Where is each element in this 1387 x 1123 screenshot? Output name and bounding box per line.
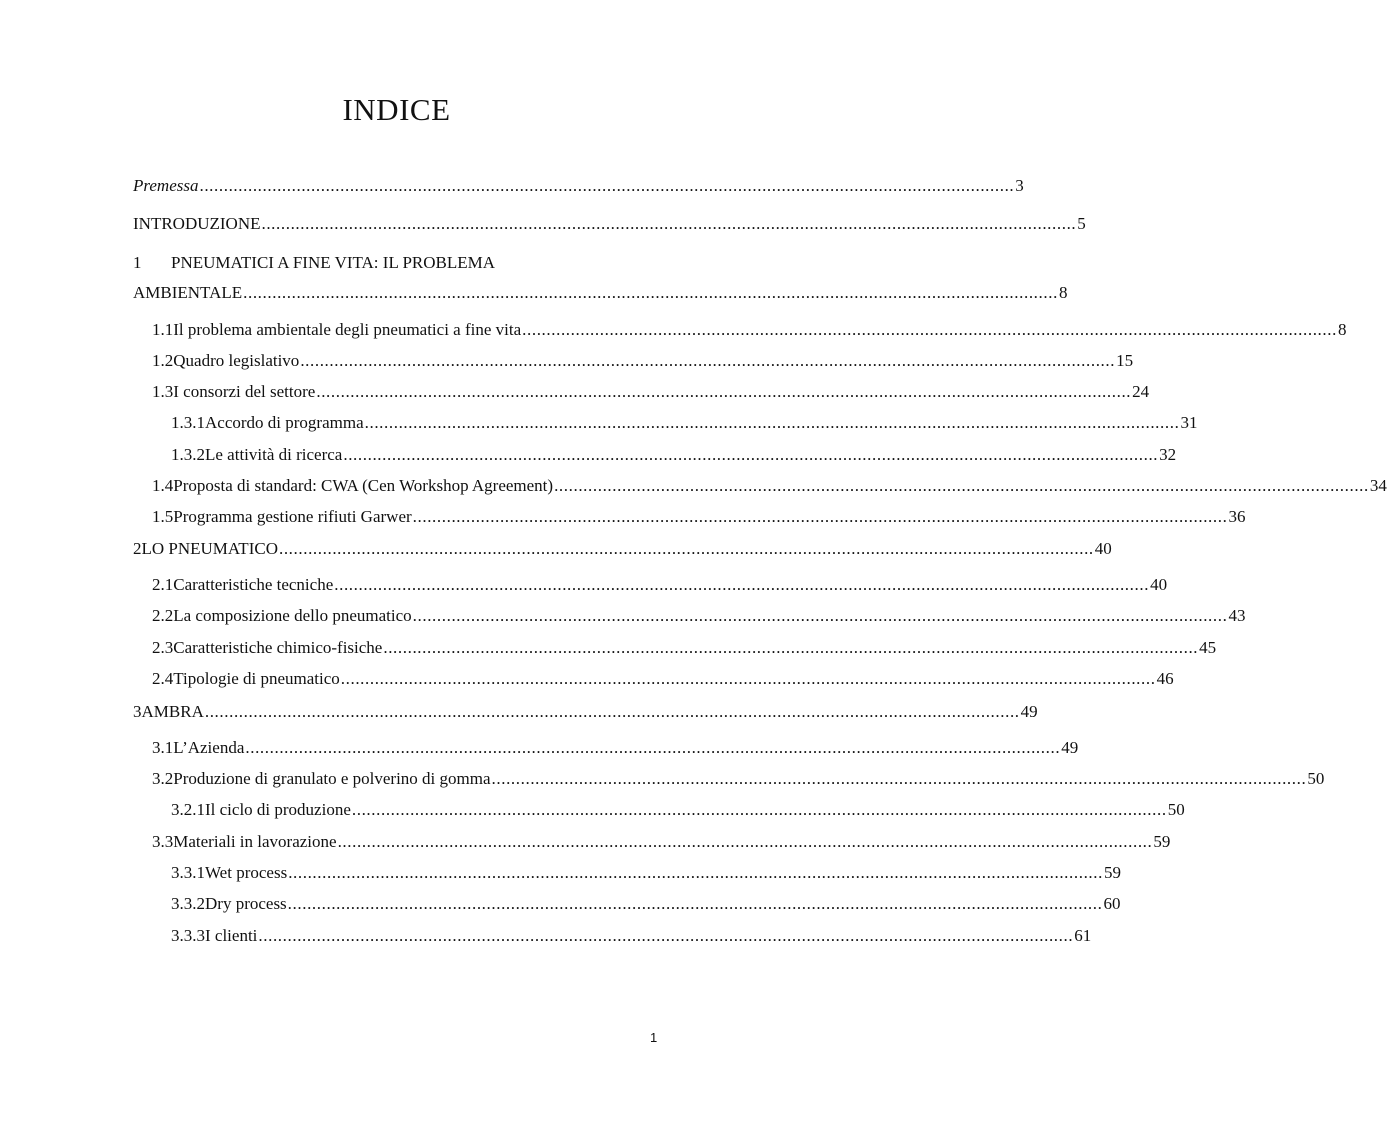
- toc-label: Proposta di standard: CWA (Cen Workshop Agreement): [173, 476, 554, 495]
- toc-page-number: 49: [1020, 702, 1038, 721]
- toc-entry-1-3-2[interactable]: [171, 445, 1177, 465]
- toc-entry-1-1[interactable]: [152, 320, 1347, 340]
- dot-leader: ........................................................................................................................................................................: [287, 894, 1103, 913]
- toc-number: 1.1: [152, 320, 174, 339]
- toc-number: 1.5: [152, 507, 174, 526]
- page-title: INDICE: [342, 92, 451, 127]
- toc-page-number: 50: [1167, 800, 1185, 819]
- toc-page-number: 8: [1337, 320, 1347, 339]
- toc-label: Wet process: [205, 863, 288, 882]
- toc-number: 3.2: [152, 769, 174, 788]
- toc-entry-chapter-1[interactable]: [133, 253, 1068, 303]
- dot-leader: ........................................................................................................................................................................: [243, 283, 1058, 302]
- toc-entry-2-4[interactable]: [152, 669, 1174, 689]
- toc-number: 2.4: [152, 669, 174, 688]
- toc-page-number: 60: [1103, 894, 1121, 913]
- toc-entry-chapter-3[interactable]: [133, 702, 1038, 722]
- toc-entry-1-2[interactable]: [152, 351, 1134, 371]
- toc-entry-1-5[interactable]: [152, 507, 1246, 527]
- dot-leader: ........................................................................................................................................................................: [261, 214, 1077, 233]
- toc-label: INTRODUZIONE: [133, 214, 261, 233]
- toc-number: 3.3.3: [171, 926, 205, 945]
- dot-leader: ........................................................................................................................................................................: [364, 413, 1180, 432]
- toc-entry-chapter-2[interactable]: [133, 539, 1112, 559]
- toc-entry-2-1[interactable]: [152, 575, 1168, 595]
- toc-label: L’Azienda: [173, 738, 245, 757]
- toc-entry-3-3-3[interactable]: [171, 926, 1092, 946]
- toc-page-number: 46: [1156, 669, 1174, 688]
- toc-page-number: 32: [1159, 445, 1177, 464]
- toc-entry-2-3[interactable]: [152, 638, 1217, 658]
- dot-leader: ........................................................................................................................................................................: [300, 351, 1116, 370]
- toc-entry-1-4[interactable]: [152, 476, 1387, 496]
- toc-number: 3.3.2: [171, 894, 205, 913]
- dot-leader: ........................................................................................................................................................................: [412, 606, 1228, 625]
- toc-label: Caratteristiche chimico-fisiche: [173, 638, 383, 657]
- dot-leader: ........................................................................................................................................................................: [383, 638, 1199, 657]
- toc-label: Programma gestione rifiuti Garwer: [173, 507, 412, 526]
- toc-entry-3-3-1[interactable]: [171, 863, 1121, 883]
- toc-page-number: 43: [1228, 606, 1246, 625]
- toc-label: Il problema ambientale degli pneumatici a fine vita: [173, 320, 522, 339]
- toc-number: 3.3: [152, 832, 174, 851]
- dot-leader: ........................................................................................................................................................................: [288, 863, 1103, 882]
- toc-entry-1-3-1[interactable]: [171, 413, 1198, 433]
- toc-page-number: 59: [1104, 863, 1121, 882]
- toc-label: Premessa: [133, 176, 199, 195]
- dot-leader: ........................................................................................................................................................................: [343, 445, 1159, 464]
- toc-page-number: 49: [1061, 738, 1079, 757]
- toc-page-number: 45: [1199, 638, 1217, 657]
- toc-page-number: 59: [1153, 832, 1171, 851]
- toc-number: 1.3: [152, 382, 174, 401]
- toc-label: Tipologie di pneumatico: [173, 669, 340, 688]
- toc-label: Il ciclo di produzione: [205, 800, 351, 819]
- toc-page-number: 3: [1015, 176, 1024, 195]
- toc-label: Dry process: [205, 894, 287, 913]
- toc-entry-3-3[interactable]: [152, 832, 1171, 852]
- toc-label: I clienti: [205, 926, 258, 945]
- toc-number: 2.2: [152, 606, 174, 625]
- toc-label-continuation: AMBIENTALE: [133, 283, 243, 302]
- toc-page-number: 8: [1058, 283, 1068, 302]
- toc-number: 1.3.2: [171, 445, 205, 464]
- toc-page-number: 40: [1150, 575, 1168, 594]
- toc-label: PNEUMATICI A FINE VITA: IL PROBLEMA: [171, 253, 496, 272]
- toc-number: 3.1: [152, 738, 174, 757]
- toc-label: La composizione dello pneumatico: [173, 606, 412, 625]
- toc-number: 2.1: [152, 575, 174, 594]
- dot-leader: ........................................................................................................................................................................: [245, 738, 1061, 757]
- toc-entry-3-2[interactable]: [152, 769, 1325, 789]
- dot-leader: ........................................................................................................................................................................: [340, 669, 1156, 688]
- dot-leader: ........................................................................................................................................................................: [204, 702, 1020, 721]
- dot-leader: ........................................................................................................................................................................: [491, 769, 1307, 788]
- toc-entry-3-2-1[interactable]: [171, 800, 1185, 820]
- toc-number: 1.4: [152, 476, 174, 495]
- dot-leader: ........................................................................................................................................................................: [258, 926, 1074, 945]
- toc-number: 2: [133, 539, 142, 558]
- toc-page-number: 36: [1228, 507, 1246, 526]
- toc-page-number: 5: [1077, 214, 1086, 233]
- toc-entry-3-1[interactable]: [152, 738, 1079, 758]
- toc-label: Quadro legislativo: [173, 351, 300, 370]
- toc-number: 3.3.1: [171, 863, 205, 882]
- toc-label: Le attività di ricerca: [205, 445, 343, 464]
- dot-leader: ........................................................................................................................................................................: [334, 575, 1150, 594]
- toc-page-number: 31: [1180, 413, 1198, 432]
- toc-number: 3.2.1: [171, 800, 205, 819]
- toc-label: LO PNEUMATICO: [141, 539, 278, 558]
- toc-page-number: 50: [1307, 769, 1325, 788]
- toc-number: 1.3.1: [171, 413, 205, 432]
- toc-label: Caratteristiche tecniche: [173, 575, 334, 594]
- toc-number: 2.3: [152, 638, 174, 657]
- toc-page-number: 61: [1074, 926, 1092, 945]
- toc-label: Produzione di granulato e polverino di gomma: [173, 769, 491, 788]
- toc-entry-3-3-2[interactable]: [171, 894, 1121, 914]
- toc-page-number: 15: [1116, 351, 1134, 370]
- toc-page-number: 34: [1369, 476, 1387, 495]
- page-number: 1: [650, 1030, 658, 1045]
- dot-leader: ........................................................................................................................................................................: [199, 176, 1015, 195]
- dot-leader: ........................................................................................................................................................................: [522, 320, 1337, 339]
- toc-page-number: 24: [1132, 382, 1150, 401]
- toc-entry-introduzione[interactable]: [133, 214, 1086, 234]
- dot-leader: ........................................................................................................................................................................: [316, 382, 1132, 401]
- toc-label: I consorzi del settore: [173, 382, 316, 401]
- toc-number: 1.2: [152, 351, 174, 370]
- toc-label: AMBRA: [141, 702, 204, 721]
- toc-entry-2-2[interactable]: [152, 606, 1246, 626]
- toc-label: Accordo di programma: [205, 413, 364, 432]
- dot-leader: ........................................................................................................................................................................: [412, 507, 1228, 526]
- dot-leader: ........................................................................................................................................................................: [351, 800, 1167, 819]
- toc-entry-1-3[interactable]: [152, 382, 1150, 402]
- dot-leader: ........................................................................................................................................................................: [337, 832, 1153, 851]
- toc-page-number: 40: [1094, 539, 1112, 558]
- toc-number: 3: [133, 702, 142, 721]
- dot-leader: ........................................................................................................................................................................: [278, 539, 1094, 558]
- dot-leader: ........................................................................................................................................................................: [554, 476, 1369, 495]
- toc-number: 1: [133, 253, 142, 272]
- toc-label: Materiali in lavorazione: [173, 832, 337, 851]
- toc-entry-premessa[interactable]: [133, 176, 1024, 196]
